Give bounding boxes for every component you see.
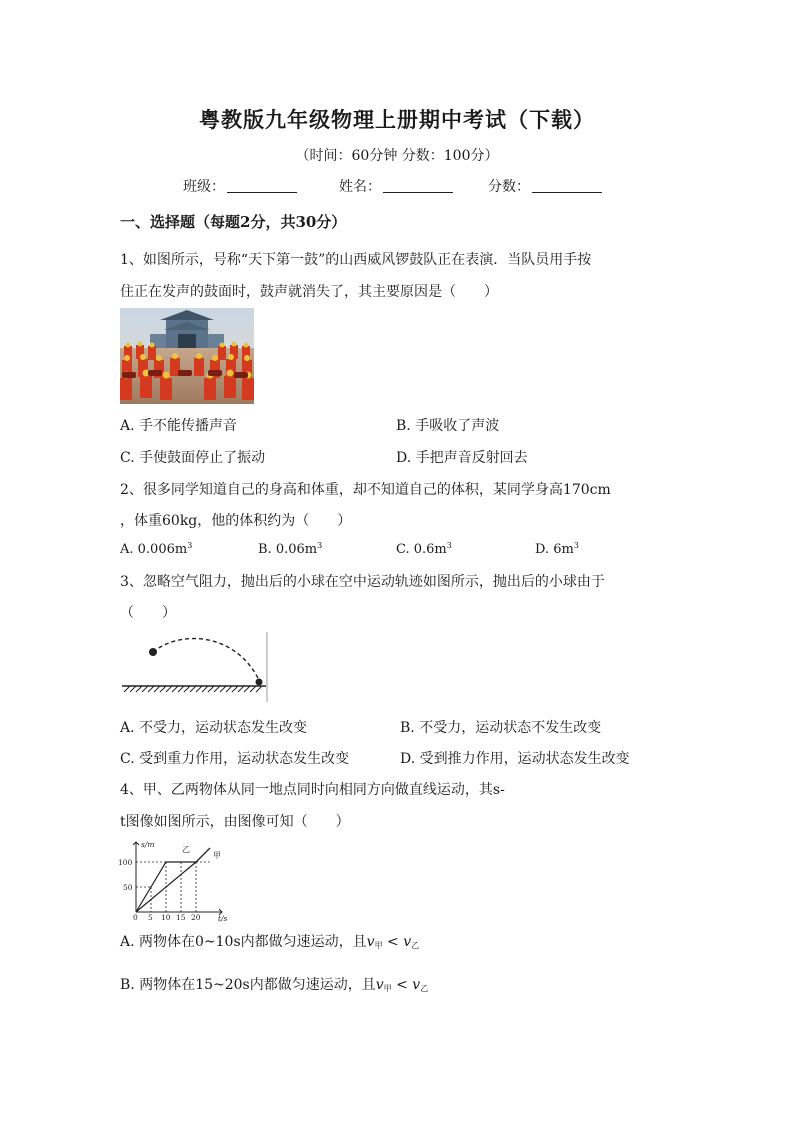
q4-b-sub-jia: 甲 bbox=[383, 984, 392, 993]
score-field bbox=[488, 176, 602, 196]
q2-option-a bbox=[120, 541, 192, 557]
graph-tick-100: 100 bbox=[118, 858, 133, 867]
score-label: 分数： bbox=[488, 179, 530, 195]
q2-line2: ，体重60kg，他的体积约为（ ） bbox=[120, 513, 352, 529]
q4-line1: 4、甲、乙两物体从同一地点同时向相同方向做直线运动，其s- bbox=[120, 782, 505, 798]
score-blank bbox=[532, 178, 602, 193]
q4-a-sub-yi: 乙 bbox=[411, 941, 420, 950]
graph-x-label: t/s bbox=[218, 914, 228, 922]
graph-jia-label: 甲 bbox=[213, 851, 221, 860]
name-label: 姓名： bbox=[339, 179, 381, 195]
q3-option-d: D. 受到推力作用，运动状态发生改变 bbox=[400, 751, 630, 767]
s-t-graph bbox=[114, 838, 230, 922]
q2-option-b-exp: 3 bbox=[317, 541, 323, 550]
q1-option-d: D. 手把声音反射回去 bbox=[396, 450, 528, 466]
q3-line1: 3、忽略空气阻力，抛出后的小球在空中运动轨迹如图所示，抛出后的小球由于 bbox=[120, 574, 605, 590]
q2-option-d bbox=[535, 541, 579, 557]
graph-guides bbox=[136, 862, 210, 912]
q4-option-b-text: B. 两物体在15~20s内都做匀速运动，且 bbox=[120, 977, 376, 993]
q1-line2: 住正在发声的鼓面时，鼓声就消失了，其主要原因是（ ） bbox=[120, 284, 498, 300]
q4-a-sub-jia: 甲 bbox=[374, 941, 383, 950]
ball-end bbox=[256, 679, 263, 686]
graph-y-label: s/m bbox=[141, 840, 155, 849]
q2-line1: 2、很多同学知道自己的身高和体重，却不知道自己的体积，某同学身高170cm bbox=[120, 482, 611, 498]
ground-hatch bbox=[124, 686, 262, 692]
q2-option-d-exp: 3 bbox=[573, 541, 579, 550]
graph-tick-5: 5 bbox=[148, 913, 153, 922]
name-blank bbox=[383, 178, 453, 193]
q4-option-a bbox=[120, 931, 419, 951]
q3-line2: （ ） bbox=[120, 605, 176, 621]
graph-tick-0: 0 bbox=[133, 913, 138, 922]
trajectory-dashed-curve bbox=[153, 639, 259, 680]
q3-option-c: C. 受到重力作用，运动状态发生改变 bbox=[120, 751, 350, 767]
graph-tick-15: 15 bbox=[176, 913, 186, 922]
q4-b-v2: v bbox=[412, 977, 421, 993]
q2-option-a-text: A. 0.006m bbox=[120, 542, 188, 557]
q4-a-lt: < bbox=[382, 934, 404, 950]
name-field bbox=[339, 176, 453, 196]
q1-option-c: C. 手使鼓面停止了振动 bbox=[120, 450, 266, 466]
q2-option-c bbox=[396, 541, 452, 557]
drum-photo-drawing bbox=[120, 308, 254, 404]
graph-yi-label: 乙 bbox=[182, 845, 190, 854]
q4-b-sub-yi: 乙 bbox=[420, 984, 429, 993]
drum-team-photo bbox=[120, 308, 254, 404]
class-blank bbox=[227, 178, 297, 193]
exam-subtitle: （时间：60分钟 分数：100分） bbox=[295, 148, 499, 164]
ball-trajectory-figure bbox=[120, 630, 270, 702]
q1-line1: 1、如图所示，号称“天下第一鼓”的山西威风锣鼓队正在表演．当队员用手按 bbox=[120, 252, 592, 268]
graph-tick-10: 10 bbox=[161, 913, 171, 922]
q2-option-c-exp: 3 bbox=[446, 541, 452, 550]
q1-option-b: B. 手吸收了声波 bbox=[396, 418, 500, 434]
q1-option-a: A. 手不能传播声音 bbox=[120, 418, 238, 434]
q3-option-b: B. 不受力，运动状态不发生改变 bbox=[400, 720, 602, 736]
q4-option-a-text: A. 两物体在0~10s内都做匀速运动，且 bbox=[120, 934, 367, 950]
class-field bbox=[183, 176, 297, 196]
q4-b-lt: < bbox=[391, 977, 413, 993]
q4-line2: t图像如图所示，由图像可知（ ） bbox=[120, 814, 350, 830]
graph-tick-20: 20 bbox=[191, 913, 201, 922]
q4-a-v1: v bbox=[366, 934, 375, 950]
q4-option-b bbox=[120, 974, 428, 994]
q2-option-a-exp: 3 bbox=[187, 541, 193, 550]
q2-option-d-text: D. 6m bbox=[535, 542, 574, 557]
series-jia-line bbox=[136, 848, 210, 912]
q2-option-c-text: C. 0.6m bbox=[396, 542, 447, 557]
q2-option-b-text: B. 0.06m bbox=[258, 542, 318, 557]
q4-b-v1: v bbox=[375, 977, 384, 993]
q3-option-a: A. 不受力，运动状态发生改变 bbox=[120, 720, 308, 736]
q4-a-v2: v bbox=[403, 934, 412, 950]
page-title: 粤教版九年级物理上册期中考试（下载） bbox=[199, 107, 595, 132]
ball-start bbox=[149, 648, 157, 656]
q2-option-b bbox=[258, 541, 322, 557]
graph-tick-50: 50 bbox=[123, 883, 133, 892]
class-label: 班级： bbox=[183, 179, 225, 195]
section-heading: 一、选择题（每题2分，共30分） bbox=[120, 213, 347, 231]
